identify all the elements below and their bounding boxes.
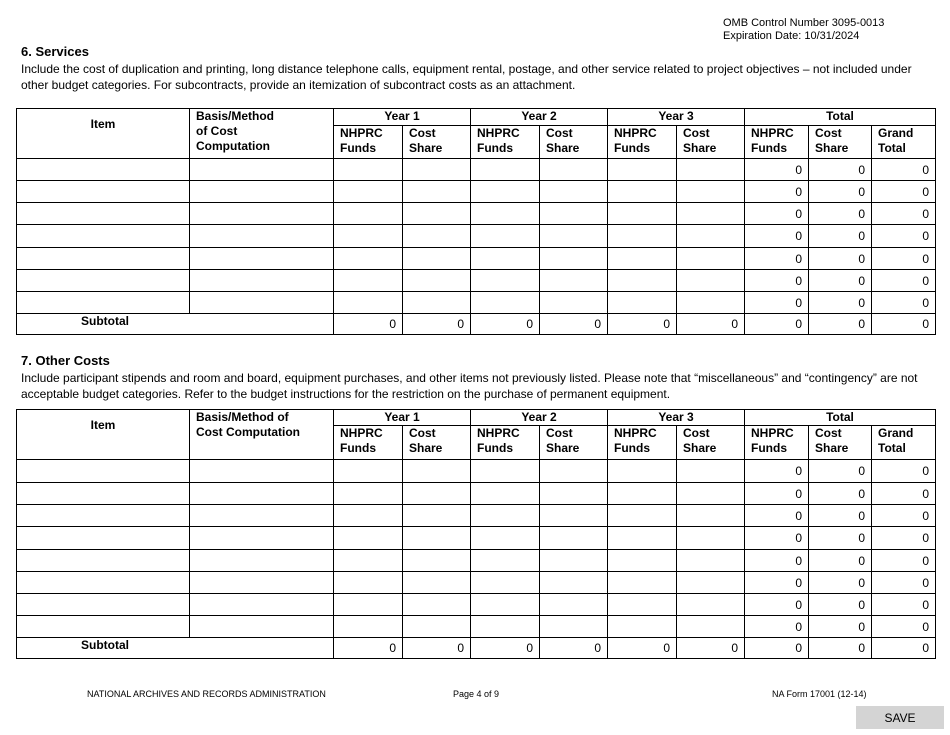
- grand-total-header: Grand Total: [872, 426, 936, 460]
- subtotal-label: Subtotal: [17, 638, 334, 659]
- total-nhprc-value: 0: [745, 483, 809, 505]
- table-row: [17, 550, 936, 572]
- total-cost-share-value: 0: [809, 483, 872, 505]
- year3-cost-share-input[interactable]: [677, 594, 745, 616]
- footer-agency: NATIONAL ARCHIVES AND RECORDS ADMINISTRATION: [87, 689, 326, 699]
- total-nhprc-value: 0: [745, 292, 809, 314]
- year2-cost-share-input[interactable]: [540, 483, 608, 505]
- year2-nhprc-input[interactable]: [471, 460, 540, 483]
- subtotal-year2-cost-share: 0: [540, 638, 608, 659]
- grand-total-value: 0: [872, 505, 936, 527]
- subtotal-total-nhprc: 0: [745, 638, 809, 659]
- year2-nhprc-input[interactable]: [471, 270, 540, 292]
- year1-nhprc-input[interactable]: [334, 203, 403, 225]
- year2-cost-share-input[interactable]: [540, 270, 608, 292]
- year2-cost-share-input[interactable]: [540, 527, 608, 550]
- footer-form-number: NA Form 17001 (12-14): [772, 689, 867, 699]
- year3-nhprc-input[interactable]: [608, 572, 677, 594]
- basis-input[interactable]: [190, 483, 334, 505]
- year2-nhprc-input[interactable]: [471, 225, 540, 248]
- total-header: Total: [745, 410, 936, 426]
- year3-cost-share-input[interactable]: [677, 505, 745, 527]
- grand-total-value: 0: [872, 270, 936, 292]
- year2-cost-share-input[interactable]: [540, 505, 608, 527]
- total-nhprc-value: 0: [745, 460, 809, 483]
- item-input[interactable]: [17, 460, 190, 483]
- year2-nhprc-input[interactable]: [471, 616, 540, 638]
- grand-total-value: 0: [872, 550, 936, 572]
- year1-cost-share-input[interactable]: [403, 248, 471, 270]
- total-nhprc-funds-header: NHPRC Funds: [745, 126, 809, 159]
- year1-cost-share-input[interactable]: [403, 181, 471, 203]
- basis-input[interactable]: [190, 594, 334, 616]
- year2-nhprc-input[interactable]: [471, 292, 540, 314]
- subtotal-grand-total: 0: [872, 638, 936, 659]
- year2-nhprc-input[interactable]: [471, 181, 540, 203]
- subtotal-year1-nhprc: 0: [334, 638, 403, 659]
- total-nhprc-value: 0: [745, 594, 809, 616]
- subtotal-year2-nhprc: 0: [471, 638, 540, 659]
- y2-nhprc-funds-header: NHPRC Funds: [471, 426, 540, 460]
- year2-cost-share-input[interactable]: [540, 292, 608, 314]
- subtotal-row: [17, 314, 936, 335]
- year2-nhprc-input[interactable]: [471, 505, 540, 527]
- year2-nhprc-input[interactable]: [471, 483, 540, 505]
- basis-input[interactable]: [190, 225, 334, 248]
- item-input[interactable]: [17, 248, 190, 270]
- total-nhprc-value: 0: [745, 225, 809, 248]
- item-input[interactable]: [17, 181, 190, 203]
- year1-nhprc-input[interactable]: [334, 594, 403, 616]
- year3-cost-share-input[interactable]: [677, 550, 745, 572]
- year3-nhprc-input[interactable]: [608, 483, 677, 505]
- year3-header: Year 3: [608, 109, 745, 126]
- year1-cost-share-input[interactable]: [403, 572, 471, 594]
- table-row: [17, 292, 936, 314]
- year1-cost-share-input[interactable]: [403, 550, 471, 572]
- col-item-header: Item: [17, 109, 190, 159]
- year1-cost-share-input[interactable]: [403, 292, 471, 314]
- total-cost-share-value: 0: [809, 159, 872, 181]
- total-nhprc-value: 0: [745, 181, 809, 203]
- services-budget-table: [16, 108, 936, 335]
- subtotal-year2-nhprc: 0: [471, 314, 540, 335]
- item-input[interactable]: [17, 505, 190, 527]
- table-row: [17, 527, 936, 550]
- y1-cost-share-header: Cost Share: [403, 126, 471, 159]
- year1-cost-share-input[interactable]: [403, 616, 471, 638]
- year2-cost-share-input[interactable]: [540, 181, 608, 203]
- save-button[interactable]: SAVE: [856, 706, 944, 729]
- year1-nhprc-input[interactable]: [334, 616, 403, 638]
- y3-nhprc-funds-header: NHPRC Funds: [608, 126, 677, 159]
- grand-total-value: 0: [872, 616, 936, 638]
- basis-input[interactable]: [190, 572, 334, 594]
- year3-nhprc-input[interactable]: [608, 203, 677, 225]
- y2-cost-share-header: Cost Share: [540, 426, 608, 460]
- year2-cost-share-input[interactable]: [540, 460, 608, 483]
- year3-cost-share-input[interactable]: [677, 527, 745, 550]
- item-input[interactable]: [17, 203, 190, 225]
- year2-cost-share-input[interactable]: [540, 248, 608, 270]
- total-nhprc-value: 0: [745, 159, 809, 181]
- subtotal-year1-cost-share: 0: [403, 314, 471, 335]
- year1-nhprc-input[interactable]: [334, 550, 403, 572]
- y1-cost-share-header: Cost Share: [403, 426, 471, 460]
- year3-nhprc-input[interactable]: [608, 460, 677, 483]
- year2-header: Year 2: [471, 109, 608, 126]
- subtotal-year3-nhprc: 0: [608, 314, 677, 335]
- year3-header: Year 3: [608, 410, 745, 426]
- year1-cost-share-input[interactable]: [403, 460, 471, 483]
- subtotal-year2-cost-share: 0: [540, 314, 608, 335]
- item-input[interactable]: [17, 225, 190, 248]
- expiration-row: [723, 30, 884, 43]
- other-header-row: [17, 410, 936, 426]
- total-cost-share-value: 0: [809, 572, 872, 594]
- year2-nhprc-input[interactable]: [471, 527, 540, 550]
- year2-header: Year 2: [471, 410, 608, 426]
- year3-nhprc-input[interactable]: [608, 527, 677, 550]
- y1-nhprc-funds-header: NHPRC Funds: [334, 126, 403, 159]
- subtotal-total-nhprc: 0: [745, 314, 809, 335]
- grand-total-header: Grand Total: [872, 126, 936, 159]
- basis-input[interactable]: [190, 270, 334, 292]
- grand-total-value: 0: [872, 203, 936, 225]
- subtotal-year3-nhprc: 0: [608, 638, 677, 659]
- year3-nhprc-input[interactable]: [608, 550, 677, 572]
- basis-input[interactable]: [190, 505, 334, 527]
- table-row: [17, 159, 936, 181]
- year3-cost-share-input[interactable]: [677, 248, 745, 270]
- grand-total-value: 0: [872, 248, 936, 270]
- total-cost-share-header: Cost Share: [809, 426, 872, 460]
- total-cost-share-value: 0: [809, 225, 872, 248]
- year3-cost-share-input[interactable]: [677, 292, 745, 314]
- year3-cost-share-input[interactable]: [677, 270, 745, 292]
- basis-input[interactable]: [190, 203, 334, 225]
- y3-cost-share-header: Cost Share: [677, 126, 745, 159]
- subtotal-year1-cost-share: 0: [403, 638, 471, 659]
- table-row: [17, 460, 936, 483]
- year1-cost-share-input[interactable]: [403, 270, 471, 292]
- total-cost-share-header: Cost Share: [809, 126, 872, 159]
- total-nhprc-value: 0: [745, 270, 809, 292]
- other-costs-budget-table: [16, 409, 936, 659]
- year1-header: Year 1: [334, 109, 471, 126]
- basis-input[interactable]: [190, 159, 334, 181]
- total-header: Total: [745, 109, 936, 126]
- omb-control-number: OMB Control Number 3095-0013: [723, 17, 885, 29]
- grand-total-value: 0: [872, 527, 936, 550]
- y1-nhprc-funds-header: NHPRC Funds: [334, 426, 403, 460]
- services-description: Include the cost of duplication and printing, long distance telephone calls, equipment rental, postage, and other service related to project objectives – not included under other budget categories. For subcontracts, provide an itemization of subcontract costs as an attachment.: [21, 62, 912, 92]
- grand-total-value: 0: [872, 572, 936, 594]
- year1-cost-share-input[interactable]: [403, 203, 471, 225]
- item-input[interactable]: [17, 616, 190, 638]
- col-basis-header: Basis/Method of Cost Computation: [190, 109, 334, 159]
- grand-total-value: 0: [872, 292, 936, 314]
- table-row: [17, 483, 936, 505]
- total-cost-share-value: 0: [809, 460, 872, 483]
- grand-total-value: 0: [872, 159, 936, 181]
- total-cost-share-value: 0: [809, 527, 872, 550]
- year1-nhprc-input[interactable]: [334, 270, 403, 292]
- year1-cost-share-input[interactable]: [403, 527, 471, 550]
- services-title: 6. Services: [21, 44, 89, 59]
- item-input[interactable]: [17, 527, 190, 550]
- subtotal-year3-cost-share: 0: [677, 638, 745, 659]
- year3-cost-share-input[interactable]: [677, 483, 745, 505]
- year3-nhprc-input[interactable]: [608, 292, 677, 314]
- grand-total-value: 0: [872, 594, 936, 616]
- year2-cost-share-input[interactable]: [540, 616, 608, 638]
- year2-nhprc-input[interactable]: [471, 159, 540, 181]
- year3-cost-share-input[interactable]: [677, 159, 745, 181]
- year2-cost-share-input[interactable]: [540, 594, 608, 616]
- year3-nhprc-input[interactable]: [608, 225, 677, 248]
- table-row: [17, 181, 936, 203]
- total-cost-share-value: 0: [809, 505, 872, 527]
- total-cost-share-value: 0: [809, 616, 872, 638]
- total-nhprc-value: 0: [745, 550, 809, 572]
- year2-nhprc-input[interactable]: [471, 594, 540, 616]
- omb-info: [723, 17, 884, 43]
- year1-nhprc-input[interactable]: [334, 460, 403, 483]
- y2-cost-share-header: Cost Share: [540, 126, 608, 159]
- basis-input[interactable]: [190, 181, 334, 203]
- basis-input[interactable]: [190, 460, 334, 483]
- year2-nhprc-input[interactable]: [471, 248, 540, 270]
- year1-nhprc-input[interactable]: [334, 572, 403, 594]
- basis-input[interactable]: [190, 248, 334, 270]
- year2-nhprc-input[interactable]: [471, 572, 540, 594]
- year1-nhprc-input[interactable]: [334, 483, 403, 505]
- year2-nhprc-input[interactable]: [471, 203, 540, 225]
- year2-cost-share-input[interactable]: [540, 203, 608, 225]
- item-input[interactable]: [17, 572, 190, 594]
- year1-header: Year 1: [334, 410, 471, 426]
- year3-nhprc-input[interactable]: [608, 616, 677, 638]
- total-cost-share-value: 0: [809, 550, 872, 572]
- basis-input[interactable]: [190, 527, 334, 550]
- total-cost-share-value: 0: [809, 203, 872, 225]
- item-input[interactable]: [17, 594, 190, 616]
- year3-nhprc-input[interactable]: [608, 270, 677, 292]
- year2-cost-share-input[interactable]: [540, 550, 608, 572]
- year2-cost-share-input[interactable]: [540, 572, 608, 594]
- table-row: [17, 572, 936, 594]
- subtotal-label: Subtotal: [17, 314, 334, 335]
- expiration-date: 10/31/2024: [804, 30, 860, 42]
- services-header-row: [17, 109, 936, 126]
- subtotal-total-cost-share: 0: [809, 638, 872, 659]
- item-input[interactable]: [17, 483, 190, 505]
- year1-nhprc-input[interactable]: [334, 159, 403, 181]
- year1-cost-share-input[interactable]: [403, 225, 471, 248]
- item-input[interactable]: [17, 270, 190, 292]
- other-costs-description: Include participant stipends and room and board, equipment purchases, and other items not previously listed. Please note that “miscellaneous” and “contingency” are not acceptable budget categories. Refer to the budget instructions for the restriction on the purchase of permanent equipment.: [21, 371, 918, 401]
- year1-nhprc-input[interactable]: [334, 225, 403, 248]
- item-input[interactable]: [17, 292, 190, 314]
- y3-nhprc-funds-header: NHPRC Funds: [608, 426, 677, 460]
- col-basis-header: Basis/Method of Cost Computation: [190, 410, 334, 460]
- total-nhprc-value: 0: [745, 616, 809, 638]
- year3-cost-share-input[interactable]: [677, 181, 745, 203]
- year3-nhprc-input[interactable]: [608, 159, 677, 181]
- year2-cost-share-input[interactable]: [540, 225, 608, 248]
- table-row: [17, 505, 936, 527]
- y3-cost-share-header: Cost Share: [677, 426, 745, 460]
- total-nhprc-value: 0: [745, 505, 809, 527]
- year1-cost-share-input[interactable]: [403, 505, 471, 527]
- total-nhprc-value: 0: [745, 203, 809, 225]
- col-item-header: Item: [17, 410, 190, 460]
- total-nhprc-value: 0: [745, 572, 809, 594]
- basis-input[interactable]: [190, 550, 334, 572]
- year3-nhprc-input[interactable]: [608, 181, 677, 203]
- basis-input[interactable]: [190, 616, 334, 638]
- grand-total-value: 0: [872, 225, 936, 248]
- year2-nhprc-input[interactable]: [471, 550, 540, 572]
- year3-nhprc-input[interactable]: [608, 594, 677, 616]
- total-cost-share-value: 0: [809, 292, 872, 314]
- year3-nhprc-input[interactable]: [608, 248, 677, 270]
- year1-nhprc-input[interactable]: [334, 292, 403, 314]
- table-row: [17, 616, 936, 638]
- grand-total-value: 0: [872, 483, 936, 505]
- total-cost-share-value: 0: [809, 248, 872, 270]
- basis-input[interactable]: [190, 292, 334, 314]
- table-row: [17, 225, 936, 248]
- other-costs-title: 7. Other Costs: [21, 353, 110, 368]
- footer-page-number: Page 4 of 9: [453, 689, 500, 699]
- table-row: [17, 594, 936, 616]
- year1-cost-share-input[interactable]: [403, 483, 471, 505]
- total-nhprc-value: 0: [745, 248, 809, 270]
- year1-nhprc-input[interactable]: [334, 248, 403, 270]
- item-input[interactable]: [17, 159, 190, 181]
- year1-nhprc-input[interactable]: [334, 527, 403, 550]
- year1-cost-share-input[interactable]: [403, 159, 471, 181]
- subtotal-total-cost-share: 0: [809, 314, 872, 335]
- year3-cost-share-input[interactable]: [677, 460, 745, 483]
- total-cost-share-value: 0: [809, 594, 872, 616]
- grand-total-value: 0: [872, 460, 936, 483]
- item-input[interactable]: [17, 550, 190, 572]
- subtotal-grand-total: 0: [872, 314, 936, 335]
- year3-nhprc-input[interactable]: [608, 505, 677, 527]
- year1-nhprc-input[interactable]: [334, 181, 403, 203]
- year1-nhprc-input[interactable]: [334, 505, 403, 527]
- total-cost-share-value: 0: [809, 270, 872, 292]
- year2-cost-share-input[interactable]: [540, 159, 608, 181]
- year3-cost-share-input[interactable]: [677, 572, 745, 594]
- total-nhprc-funds-header: NHPRC Funds: [745, 426, 809, 460]
- table-row: [17, 203, 936, 225]
- total-nhprc-value: 0: [745, 527, 809, 550]
- subtotal-year3-cost-share: 0: [677, 314, 745, 335]
- subtotal-year1-nhprc: 0: [334, 314, 403, 335]
- year3-cost-share-input[interactable]: [677, 203, 745, 225]
- total-cost-share-value: 0: [809, 181, 872, 203]
- expiration-label: Expiration Date:: [723, 30, 802, 42]
- grand-total-value: 0: [872, 181, 936, 203]
- subtotal-row: [17, 638, 936, 659]
- y2-nhprc-funds-header: NHPRC Funds: [471, 126, 540, 159]
- year3-cost-share-input[interactable]: [677, 616, 745, 638]
- table-row: [17, 248, 936, 270]
- year3-cost-share-input[interactable]: [677, 225, 745, 248]
- table-row: [17, 270, 936, 292]
- year1-cost-share-input[interactable]: [403, 594, 471, 616]
